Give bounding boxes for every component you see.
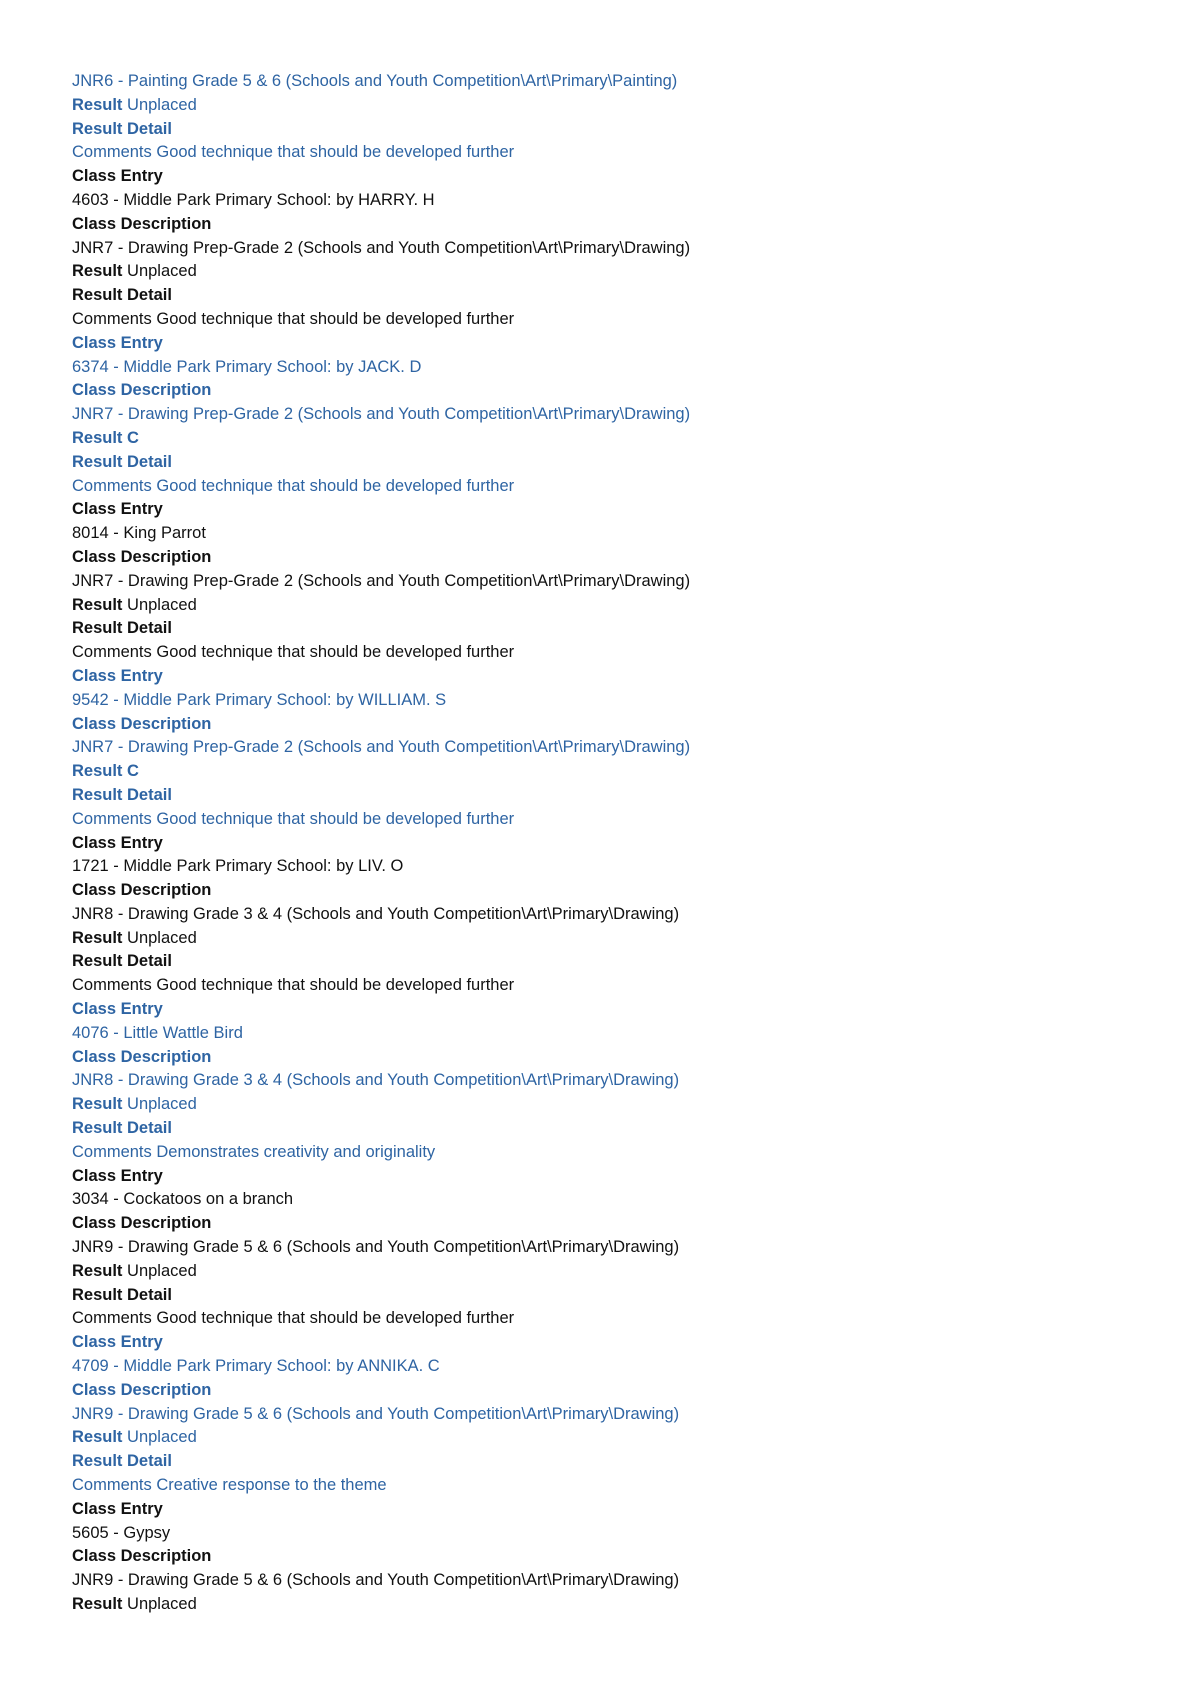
comments-line: [72, 1141, 1152, 1165]
comments-line: [72, 1307, 1152, 1331]
comments-value: Good technique that should be developed further: [156, 476, 515, 495]
class-description-value: JNR8 - Drawing Grade 3 & 4 (Schools and Youth Competition\Art\Primary\Drawing): [72, 1071, 680, 1090]
class-entry-value: 4076 - Little Wattle Bird: [72, 1023, 243, 1042]
result-line: [72, 1426, 1152, 1450]
class-description-label: Class Description: [72, 1380, 212, 1399]
class-entry-label: Class Entry: [72, 666, 163, 685]
result-record: [72, 332, 1152, 499]
class-entry-value: 3034 - Cockatoos on a branch: [72, 1190, 294, 1209]
result-detail-label: Result Detail: [72, 286, 172, 305]
result-value: Unplaced: [127, 595, 197, 614]
class-description-label: Class Description: [72, 547, 212, 566]
result-line: [72, 1093, 1152, 1117]
result-value: Unplaced: [127, 1428, 197, 1447]
class-description-value: JNR7 - Drawing Prep-Grade 2 (Schools and Youth Competition\Art\Primary\Drawing): [72, 405, 691, 424]
class-entry-label: Class Entry: [72, 1333, 163, 1352]
comments-value: Good technique that should be developed further: [156, 976, 515, 995]
class-entry-label: Class Entry: [72, 1000, 163, 1019]
result-label: Result: [72, 928, 123, 947]
result-value: C: [127, 428, 139, 447]
class-description-value: JNR7 - Drawing Prep-Grade 2 (Schools and Youth Competition\Art\Primary\Drawing): [72, 738, 691, 757]
comments-label: Comments: [72, 1476, 152, 1495]
result-line: [72, 927, 1152, 951]
comments-value: Good technique that should be developed further: [156, 143, 515, 162]
class-entry-label: Class Entry: [72, 1166, 163, 1185]
class-description-value: JNR9 - Drawing Grade 5 & 6 (Schools and Youth Competition\Art\Primary\Drawing): [72, 1238, 680, 1257]
class-description-value: JNR6 - Painting Grade 5 & 6 (Schools and Youth Competition\Art\Primary\Painting): [72, 72, 678, 90]
result-detail-label: Result Detail: [72, 952, 172, 971]
comments-line: [72, 808, 1152, 832]
class-description-value: JNR8 - Drawing Grade 3 & 4 (Schools and Youth Competition\Art\Primary\Drawing): [72, 904, 680, 923]
result-line: [72, 1260, 1152, 1284]
result-value: Unplaced: [127, 262, 197, 281]
result-record: [72, 832, 1152, 999]
comments-label: Comments: [72, 643, 152, 662]
result-label: Result: [72, 262, 123, 281]
class-entry-label: Class Entry: [72, 833, 163, 852]
comments-line: [72, 308, 1152, 332]
result-line: [72, 1593, 1152, 1617]
result-record: [72, 998, 1152, 1165]
comments-value: Creative response to the theme: [156, 1476, 387, 1495]
result-detail-label: Result Detail: [72, 1285, 172, 1304]
comments-label: Comments: [72, 309, 152, 328]
result-detail-label: Result Detail: [72, 452, 172, 471]
comments-line: [72, 475, 1152, 499]
class-description-label: Class Description: [72, 214, 212, 233]
class-entry-label: Class Entry: [72, 167, 163, 186]
class-entry-value: 4603 - Middle Park Primary School: by HARRY. H: [72, 190, 435, 209]
class-entry-value: 8014 - King Parrot: [72, 524, 206, 543]
result-label: Result: [72, 1595, 123, 1613]
comments-line: [72, 641, 1152, 665]
class-entry-value: 6374 - Middle Park Primary School: by JACK. D: [72, 357, 422, 376]
class-entry-value: 9542 - Middle Park Primary School: by WILLIAM. S: [72, 690, 447, 709]
result-record: [72, 1165, 1152, 1332]
comments-line: [72, 1474, 1152, 1498]
class-entry-value: 4709 - Middle Park Primary School: by ANNIKA. C: [72, 1357, 440, 1376]
result-value: Unplaced: [127, 95, 197, 114]
result-record: [72, 665, 1152, 832]
class-description-label: Class Description: [72, 881, 212, 900]
result-label: Result: [72, 762, 123, 781]
comments-value: Good technique that should be developed further: [156, 809, 515, 828]
class-description-value: JNR7 - Drawing Prep-Grade 2 (Schools and Youth Competition\Art\Primary\Drawing): [72, 571, 691, 590]
class-description-label: Class Description: [72, 1214, 212, 1233]
comments-value: Demonstrates creativity and originality: [156, 1142, 436, 1161]
result-label: Result: [72, 1261, 123, 1280]
result-value: C: [127, 762, 139, 781]
result-detail-label: Result Detail: [72, 785, 172, 804]
result-value: Unplaced: [127, 1261, 197, 1280]
result-record: [72, 165, 1152, 332]
comments-label: Comments: [72, 1309, 152, 1328]
comments-label: Comments: [72, 476, 152, 495]
result-label: Result: [72, 1095, 123, 1114]
class-entry-label: Class Entry: [72, 333, 163, 352]
comments-label: Comments: [72, 143, 152, 162]
comments-label: Comments: [72, 1142, 152, 1161]
result-line: [72, 594, 1152, 618]
result-record: [72, 1498, 1152, 1617]
result-line: [72, 760, 1152, 784]
comments-line: [72, 141, 1152, 165]
result-label: Result: [72, 95, 123, 114]
result-record: [72, 498, 1152, 665]
result-record: [72, 1331, 1152, 1498]
result-label: Result: [72, 428, 123, 447]
result-detail-label: Result Detail: [72, 1452, 172, 1471]
comments-label: Comments: [72, 976, 152, 995]
comments-value: Good technique that should be developed further: [156, 643, 515, 662]
comments-label: Comments: [72, 809, 152, 828]
class-entry-value: 1721 - Middle Park Primary School: by LIV. O: [72, 857, 404, 876]
comments-value: Good technique that should be developed further: [156, 1309, 515, 1328]
result-line: [72, 94, 1152, 118]
result-detail-label: Result Detail: [72, 1119, 172, 1138]
results-list: [72, 70, 1152, 1617]
result-record: [72, 70, 1152, 165]
class-description-label: Class Description: [72, 714, 212, 733]
class-entry-value: 5605 - Gypsy: [72, 1523, 171, 1542]
result-value: Unplaced: [127, 1095, 197, 1114]
class-description-value: JNR7 - Drawing Prep-Grade 2 (Schools and Youth Competition\Art\Primary\Drawing): [72, 238, 691, 257]
result-label: Result: [72, 1428, 123, 1447]
comments-value: Good technique that should be developed further: [156, 309, 515, 328]
class-description-label: Class Description: [72, 1047, 212, 1066]
class-entry-label: Class Entry: [72, 1499, 163, 1518]
result-detail-label: Result Detail: [72, 119, 172, 138]
comments-line: [72, 974, 1152, 998]
class-description-label: Class Description: [72, 1547, 212, 1566]
result-detail-label: Result Detail: [72, 619, 172, 638]
class-description-value: JNR9 - Drawing Grade 5 & 6 (Schools and Youth Competition\Art\Primary\Drawing): [72, 1404, 680, 1423]
result-label: Result: [72, 595, 123, 614]
class-description-value: JNR9 - Drawing Grade 5 & 6 (Schools and Youth Competition\Art\Primary\Drawing): [72, 1571, 680, 1590]
result-value: Unplaced: [127, 928, 197, 947]
result-line: [72, 260, 1152, 284]
class-entry-label: Class Entry: [72, 500, 163, 519]
class-description-label: Class Description: [72, 381, 212, 400]
result-value: Unplaced: [127, 1595, 197, 1613]
result-line: [72, 427, 1152, 451]
